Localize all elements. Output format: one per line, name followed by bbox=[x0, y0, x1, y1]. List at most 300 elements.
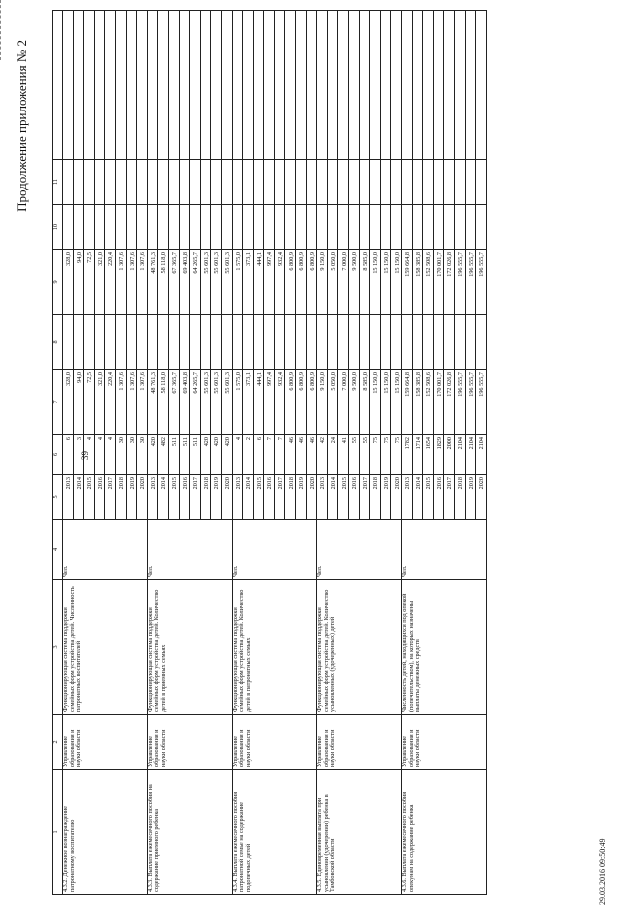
cell-10 bbox=[105, 205, 116, 250]
cell-12 bbox=[190, 11, 201, 160]
year-cell: 2019 bbox=[380, 475, 391, 520]
amount-cell: 15 150,0 bbox=[380, 370, 391, 435]
cell-8 bbox=[243, 315, 254, 370]
print-timestamp: 29.03.2016 09:50:49 bbox=[598, 838, 607, 905]
cell-8 bbox=[94, 315, 105, 370]
amount-cell: 15 150,0 bbox=[370, 370, 381, 435]
cell-11 bbox=[105, 160, 116, 205]
cell-10 bbox=[285, 205, 296, 250]
cell-8 bbox=[370, 315, 381, 370]
year-cell: 2016 bbox=[349, 475, 360, 520]
amount-cell: 997,4 bbox=[264, 250, 275, 315]
cell-10 bbox=[190, 205, 201, 250]
cell-11 bbox=[158, 160, 169, 205]
quantity-cell: 2000 bbox=[444, 435, 455, 475]
amount-cell: 72,5 bbox=[84, 370, 95, 435]
table-row bbox=[63, 11, 74, 895]
cell-8 bbox=[73, 315, 84, 370]
cell-11 bbox=[327, 160, 338, 205]
year-cell: 2014 bbox=[243, 475, 254, 520]
indicator-name: Функционирующая система поддержки семейных форм устройства детей. Количество детей в патронатных семьях bbox=[232, 580, 317, 715]
year-cell: 2015 bbox=[253, 475, 264, 520]
cell-11 bbox=[211, 160, 222, 205]
amount-cell: 159 664,8 bbox=[402, 370, 413, 435]
cell-10 bbox=[84, 205, 95, 250]
amount-cell: 9 150,0 bbox=[317, 250, 328, 315]
cell-11 bbox=[423, 160, 434, 205]
cell-11 bbox=[73, 160, 84, 205]
quantity-cell: 511 bbox=[190, 435, 201, 475]
amount-cell: 1 307,6 bbox=[126, 370, 137, 435]
cell-10 bbox=[327, 205, 338, 250]
cell-10 bbox=[317, 205, 328, 250]
cell-10 bbox=[444, 205, 455, 250]
unit-cell: Чел. bbox=[402, 520, 487, 580]
cell-8 bbox=[317, 315, 328, 370]
cell-12 bbox=[94, 11, 105, 160]
year-cell: 2019 bbox=[296, 475, 307, 520]
amount-cell: 152 508,6 bbox=[423, 370, 434, 435]
year-cell: 2020 bbox=[221, 475, 232, 520]
cell-12 bbox=[296, 11, 307, 160]
amount-cell: 196 555,7 bbox=[476, 250, 487, 315]
cell-10 bbox=[465, 205, 476, 250]
cell-8 bbox=[433, 315, 444, 370]
cell-8 bbox=[105, 315, 116, 370]
cell-11 bbox=[476, 160, 487, 205]
cell-12 bbox=[115, 11, 126, 160]
cell-11 bbox=[168, 160, 179, 205]
amount-cell: 170 001,7 bbox=[433, 250, 444, 315]
cell-12 bbox=[232, 11, 243, 160]
cell-11 bbox=[454, 160, 465, 205]
amount-cell: 1 575,0 bbox=[232, 370, 243, 435]
quantity-cell: 46 bbox=[285, 435, 296, 475]
measure-name: 4.3.6. Выплата ежемесячного пособия опекунам на содержание ребенка bbox=[402, 770, 487, 895]
cell-10 bbox=[306, 205, 317, 250]
amount-cell: 9 500,0 bbox=[349, 370, 360, 435]
cell-10 bbox=[264, 205, 275, 250]
measure-name: 4.3.5. Единовременная выплата при усыновлении (удочерении) ребенка в Тамбовской области bbox=[317, 770, 402, 895]
cell-10 bbox=[232, 205, 243, 250]
cell-12 bbox=[285, 11, 296, 160]
column-number: 7 bbox=[53, 370, 63, 435]
year-cell: 2018 bbox=[200, 475, 211, 520]
amount-cell: 67 365,7 bbox=[168, 370, 179, 435]
year-cell: 2013 bbox=[147, 475, 158, 520]
year-cell: 2014 bbox=[158, 475, 169, 520]
cell-10 bbox=[158, 205, 169, 250]
cell-11 bbox=[200, 160, 211, 205]
quantity-cell: 41 bbox=[338, 435, 349, 475]
cell-12 bbox=[126, 11, 137, 160]
amount-cell: 321,0 bbox=[94, 370, 105, 435]
year-cell: 2020 bbox=[137, 475, 148, 520]
amount-cell: 152 508,6 bbox=[423, 250, 434, 315]
amount-cell: 196 555,7 bbox=[476, 370, 487, 435]
empty-column-header bbox=[53, 11, 63, 160]
page-number: 39 bbox=[80, 451, 90, 460]
amount-cell: 158 385,8 bbox=[412, 370, 423, 435]
quantity-cell: 7 bbox=[274, 435, 285, 475]
cell-11 bbox=[190, 160, 201, 205]
cell-12 bbox=[433, 11, 444, 160]
cell-11 bbox=[253, 160, 264, 205]
cell-12 bbox=[317, 11, 328, 160]
cell-11 bbox=[338, 160, 349, 205]
cell-10 bbox=[200, 205, 211, 250]
cell-11 bbox=[402, 160, 413, 205]
cell-12 bbox=[306, 11, 317, 160]
column-number: 9 bbox=[53, 250, 63, 315]
amount-cell: 9 500,0 bbox=[349, 250, 360, 315]
cell-8 bbox=[454, 315, 465, 370]
cell-12 bbox=[264, 11, 275, 160]
cell-8 bbox=[168, 315, 179, 370]
cell-10 bbox=[168, 205, 179, 250]
amount-cell: 15 150,0 bbox=[380, 250, 391, 315]
cell-8 bbox=[190, 315, 201, 370]
quantity-cell: 46 bbox=[306, 435, 317, 475]
cell-11 bbox=[232, 160, 243, 205]
year-cell: 2015 bbox=[423, 475, 434, 520]
cell-8 bbox=[274, 315, 285, 370]
page-header: Продолжение приложения № 2 bbox=[14, 40, 29, 212]
amount-cell: 328,0 bbox=[63, 370, 74, 435]
cell-11 bbox=[147, 160, 158, 205]
amount-cell: 48 761,3 bbox=[147, 250, 158, 315]
cell-10 bbox=[433, 205, 444, 250]
year-cell: 2017 bbox=[190, 475, 201, 520]
year-cell: 2013 bbox=[402, 475, 413, 520]
quantity-cell: 4 bbox=[105, 435, 116, 475]
cut-line bbox=[0, 0, 9, 60]
cell-12 bbox=[423, 11, 434, 160]
year-cell: 2017 bbox=[444, 475, 455, 520]
cell-11 bbox=[296, 160, 307, 205]
amount-cell: 170 001,7 bbox=[433, 370, 444, 435]
unit-cell: Чел. bbox=[63, 520, 148, 580]
amount-cell: 48 761,3 bbox=[147, 370, 158, 435]
cell-12 bbox=[274, 11, 285, 160]
measure-name: 4.3.4. Выплата ежемесячного пособия патронатной семье на содержание подопечных детей bbox=[232, 770, 317, 895]
amount-cell: 9 150,0 bbox=[317, 370, 328, 435]
amount-cell: 444,1 bbox=[253, 250, 264, 315]
cell-10 bbox=[211, 205, 222, 250]
cell-12 bbox=[147, 11, 158, 160]
year-cell: 2015 bbox=[168, 475, 179, 520]
quantity-cell: 3 bbox=[73, 435, 84, 475]
amount-cell: 172 026,8 bbox=[444, 250, 455, 315]
cell-8 bbox=[137, 315, 148, 370]
quantity-cell: 511 bbox=[168, 435, 179, 475]
cell-11 bbox=[274, 160, 285, 205]
cell-10 bbox=[296, 205, 307, 250]
cell-11 bbox=[94, 160, 105, 205]
table-row bbox=[232, 11, 243, 895]
amount-cell: 159 664,8 bbox=[402, 250, 413, 315]
amount-cell: 220,4 bbox=[105, 370, 116, 435]
measure-name: 4.3.3. Выплата ежемесячного пособия на содержание приемного ребенка bbox=[147, 770, 232, 895]
quantity-cell: 511 bbox=[179, 435, 190, 475]
cell-8 bbox=[465, 315, 476, 370]
column-number: 11 bbox=[53, 160, 63, 205]
cell-8 bbox=[444, 315, 455, 370]
cell-10 bbox=[137, 205, 148, 250]
amount-cell: 158 385,8 bbox=[412, 250, 423, 315]
cell-12 bbox=[211, 11, 222, 160]
cell-12 bbox=[327, 11, 338, 160]
cell-11 bbox=[465, 160, 476, 205]
amount-cell: 64 265,7 bbox=[190, 370, 201, 435]
cell-12 bbox=[105, 11, 116, 160]
quantity-cell: 46 bbox=[296, 435, 307, 475]
amount-cell: 1 307,6 bbox=[137, 370, 148, 435]
unit-cell: Чел. bbox=[147, 520, 232, 580]
cell-11 bbox=[243, 160, 254, 205]
quantity-cell: 1654 bbox=[423, 435, 434, 475]
cell-12 bbox=[253, 11, 264, 160]
cell-10 bbox=[476, 205, 487, 250]
amount-cell: 55 601,3 bbox=[221, 250, 232, 315]
amount-cell: 373,1 bbox=[243, 250, 254, 315]
cell-8 bbox=[349, 315, 360, 370]
quantity-cell: 2 bbox=[243, 435, 254, 475]
cell-11 bbox=[126, 160, 137, 205]
cell-11 bbox=[391, 160, 402, 205]
column-number: 4 bbox=[53, 520, 63, 580]
cell-12 bbox=[359, 11, 370, 160]
amount-cell: 196 555,7 bbox=[454, 370, 465, 435]
cell-8 bbox=[338, 315, 349, 370]
responsible-org: Управление образования и науки области bbox=[402, 715, 487, 770]
year-cell: 2016 bbox=[433, 475, 444, 520]
quantity-cell: 30 bbox=[126, 435, 137, 475]
cell-12 bbox=[200, 11, 211, 160]
amount-cell: 58 118,0 bbox=[158, 370, 169, 435]
quantity-cell: 6 bbox=[253, 435, 264, 475]
cell-12 bbox=[465, 11, 476, 160]
quantity-cell: 55 bbox=[359, 435, 370, 475]
table-body bbox=[63, 11, 487, 895]
amount-cell: 72,5 bbox=[84, 250, 95, 315]
year-cell: 2019 bbox=[465, 475, 476, 520]
year-cell: 2018 bbox=[454, 475, 465, 520]
amount-cell: 328,0 bbox=[63, 250, 74, 315]
cell-12 bbox=[402, 11, 413, 160]
cell-10 bbox=[179, 205, 190, 250]
cell-10 bbox=[349, 205, 360, 250]
cell-12 bbox=[454, 11, 465, 160]
cell-12 bbox=[391, 11, 402, 160]
cell-11 bbox=[221, 160, 232, 205]
cell-10 bbox=[402, 205, 413, 250]
quantity-cell: 1714 bbox=[412, 435, 423, 475]
cell-8 bbox=[476, 315, 487, 370]
cell-8 bbox=[200, 315, 211, 370]
cell-10 bbox=[63, 205, 74, 250]
cell-10 bbox=[147, 205, 158, 250]
amount-cell: 321,0 bbox=[94, 250, 105, 315]
cell-12 bbox=[243, 11, 254, 160]
quantity-cell: 75 bbox=[370, 435, 381, 475]
cell-12 bbox=[221, 11, 232, 160]
amount-cell: 1 307,6 bbox=[115, 370, 126, 435]
cell-11 bbox=[84, 160, 95, 205]
year-cell: 2016 bbox=[179, 475, 190, 520]
cell-10 bbox=[94, 205, 105, 250]
indicator-name: Функционирующая система поддержки семейных форм устройства детей. Численность патронатных воспитателей bbox=[63, 580, 148, 715]
cell-11 bbox=[359, 160, 370, 205]
amount-cell: 172 026,8 bbox=[444, 370, 455, 435]
year-cell: 2018 bbox=[285, 475, 296, 520]
cell-8 bbox=[306, 315, 317, 370]
year-cell: 2020 bbox=[476, 475, 487, 520]
quantity-cell: 4 bbox=[84, 435, 95, 475]
cell-12 bbox=[338, 11, 349, 160]
unit-cell: Чел. bbox=[232, 520, 317, 580]
quantity-cell: 4 bbox=[232, 435, 243, 475]
quantity-cell: 420 bbox=[200, 435, 211, 475]
year-cell: 2020 bbox=[391, 475, 402, 520]
column-number: 1 bbox=[53, 770, 63, 895]
amount-cell: 373,1 bbox=[243, 370, 254, 435]
responsible-org: Управление образования и науки области bbox=[317, 715, 402, 770]
cell-12 bbox=[476, 11, 487, 160]
cell-10 bbox=[359, 205, 370, 250]
amount-cell: 67 365,7 bbox=[168, 250, 179, 315]
measure-name: 4.3.2. Денежное вознаграждение патронатному воспитателю bbox=[63, 770, 148, 895]
program-table bbox=[52, 10, 487, 895]
quantity-cell: 482 bbox=[158, 435, 169, 475]
amount-cell: 5 050,0 bbox=[327, 250, 338, 315]
amount-cell: 6 800,9 bbox=[296, 250, 307, 315]
year-cell: 2014 bbox=[412, 475, 423, 520]
year-cell: 2019 bbox=[211, 475, 222, 520]
indicator-name: Функционирующая система поддержки семейных форм устройства детей. Количество усыновленных (удочеренных) детей bbox=[317, 580, 402, 715]
responsible-org: Управление образования и науки области bbox=[147, 715, 232, 770]
amount-cell: 1 307,6 bbox=[137, 250, 148, 315]
cell-10 bbox=[126, 205, 137, 250]
amount-cell: 55 601,3 bbox=[200, 250, 211, 315]
quantity-cell: 42 bbox=[317, 435, 328, 475]
cell-11 bbox=[370, 160, 381, 205]
amount-cell: 8 585,0 bbox=[359, 250, 370, 315]
column-number: 3 bbox=[53, 580, 63, 715]
year-cell: 2017 bbox=[359, 475, 370, 520]
cell-8 bbox=[211, 315, 222, 370]
year-cell: 2018 bbox=[370, 475, 381, 520]
cell-10 bbox=[115, 205, 126, 250]
year-cell: 2015 bbox=[84, 475, 95, 520]
quantity-cell: 2104 bbox=[454, 435, 465, 475]
cell-8 bbox=[327, 315, 338, 370]
cell-10 bbox=[370, 205, 381, 250]
cell-12 bbox=[412, 11, 423, 160]
cell-11 bbox=[285, 160, 296, 205]
cell-11 bbox=[412, 160, 423, 205]
quantity-cell: 75 bbox=[391, 435, 402, 475]
amount-cell: 94,0 bbox=[73, 370, 84, 435]
cell-12 bbox=[179, 11, 190, 160]
quantity-cell: 2104 bbox=[465, 435, 476, 475]
cell-10 bbox=[221, 205, 232, 250]
amount-cell: 94,0 bbox=[73, 250, 84, 315]
cell-10 bbox=[338, 205, 349, 250]
cell-10 bbox=[380, 205, 391, 250]
amount-cell: 444,1 bbox=[253, 370, 264, 435]
cell-8 bbox=[359, 315, 370, 370]
column-number: 2 bbox=[53, 715, 63, 770]
cell-11 bbox=[264, 160, 275, 205]
amount-cell: 6 800,9 bbox=[285, 250, 296, 315]
cell-11 bbox=[306, 160, 317, 205]
cell-8 bbox=[179, 315, 190, 370]
amount-cell: 5 050,0 bbox=[327, 370, 338, 435]
cell-8 bbox=[126, 315, 137, 370]
amount-cell: 55 601,3 bbox=[211, 250, 222, 315]
cell-12 bbox=[137, 11, 148, 160]
cell-10 bbox=[391, 205, 402, 250]
cell-12 bbox=[349, 11, 360, 160]
amount-cell: 15 150,0 bbox=[391, 250, 402, 315]
cell-10 bbox=[73, 205, 84, 250]
year-cell: 2019 bbox=[126, 475, 137, 520]
cell-10 bbox=[454, 205, 465, 250]
cell-8 bbox=[296, 315, 307, 370]
amount-cell: 55 601,3 bbox=[221, 370, 232, 435]
cell-11 bbox=[380, 160, 391, 205]
year-cell: 2017 bbox=[274, 475, 285, 520]
quantity-cell: 1782 bbox=[402, 435, 413, 475]
year-cell: 2015 bbox=[338, 475, 349, 520]
amount-cell: 69 403,8 bbox=[179, 250, 190, 315]
year-cell: 2017 bbox=[105, 475, 116, 520]
year-cell: 2014 bbox=[327, 475, 338, 520]
cell-11 bbox=[444, 160, 455, 205]
quantity-cell: 2104 bbox=[476, 435, 487, 475]
amount-cell: 932,4 bbox=[274, 370, 285, 435]
year-cell: 2014 bbox=[73, 475, 84, 520]
column-number: 8 bbox=[53, 315, 63, 370]
column-number-row bbox=[53, 11, 63, 895]
amount-cell: 1 307,6 bbox=[115, 250, 126, 315]
indicator-name: Численность детей, находящихся под опекой (попечительством), на которых назначены выплаты денежных средств bbox=[402, 580, 487, 715]
year-cell: 2016 bbox=[94, 475, 105, 520]
amount-cell: 6 800,9 bbox=[306, 370, 317, 435]
cell-11 bbox=[433, 160, 444, 205]
amount-cell: 55 601,3 bbox=[200, 370, 211, 435]
cell-10 bbox=[423, 205, 434, 250]
table-row bbox=[402, 11, 413, 895]
quantity-cell: 30 bbox=[115, 435, 126, 475]
cell-12 bbox=[73, 11, 84, 160]
amount-cell: 69 403,8 bbox=[179, 370, 190, 435]
responsible-org: Управление образования и науки области bbox=[232, 715, 317, 770]
amount-cell: 196 555,7 bbox=[454, 250, 465, 315]
quantity-cell: 75 bbox=[380, 435, 391, 475]
quantity-cell: 4 bbox=[94, 435, 105, 475]
quantity-cell: 30 bbox=[137, 435, 148, 475]
cell-12 bbox=[380, 11, 391, 160]
amount-cell: 55 601,3 bbox=[211, 370, 222, 435]
cell-11 bbox=[317, 160, 328, 205]
amount-cell: 7 000,0 bbox=[338, 250, 349, 315]
cell-12 bbox=[370, 11, 381, 160]
amount-cell: 6 800,9 bbox=[285, 370, 296, 435]
cell-11 bbox=[349, 160, 360, 205]
cell-8 bbox=[412, 315, 423, 370]
